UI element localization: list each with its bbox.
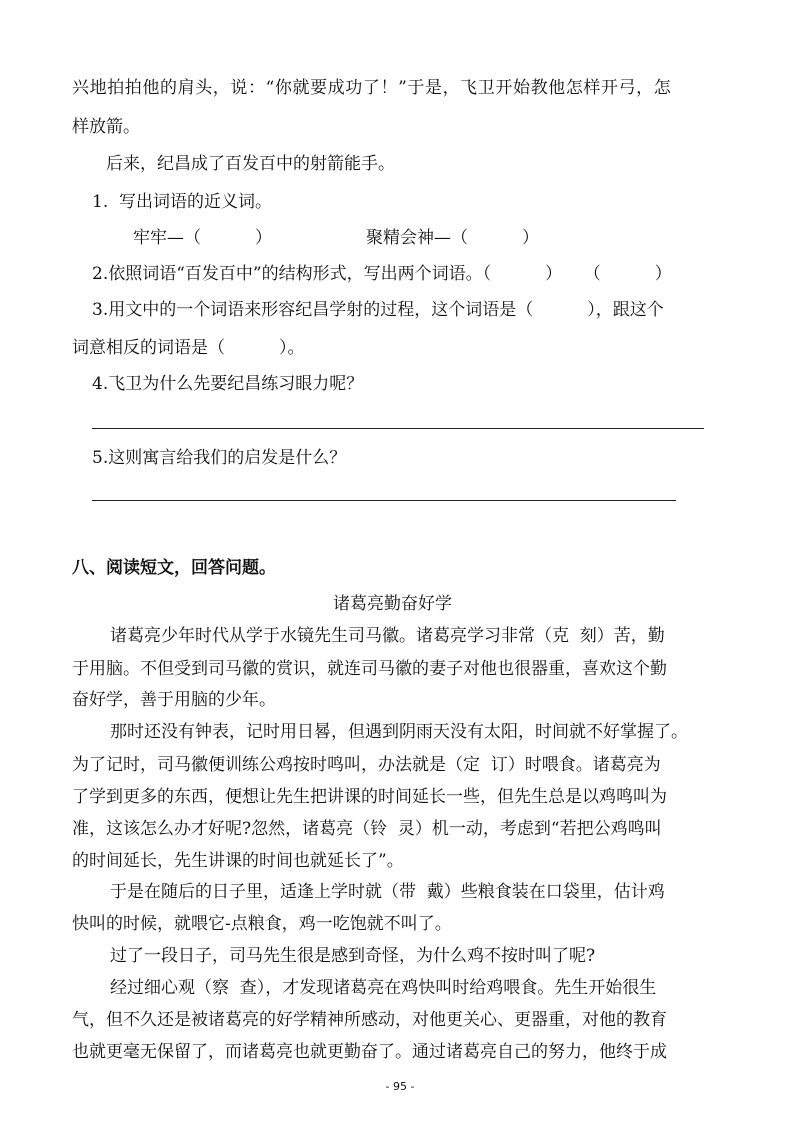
answer-line-5 <box>92 500 676 501</box>
passage-title: 诸葛亮勤奋好学 <box>333 594 452 614</box>
paragraph-3-line-1: 于是在随后的日子里，适逢上学时就（带 戴）些粮食装在口袋里，估计鸡 <box>110 882 665 902</box>
answer-line-4 <box>92 428 704 429</box>
paragraph-5-line-2: 气，但不久还是被诸葛亮的好学精神所感动，对他更关心、更器重，对他的教育 <box>72 1010 667 1030</box>
story-end-line-1: 兴地拍拍他的肩头，说：“你就要成功了！”于是，飞卫开始教他怎样开弓，怎 <box>72 78 672 98</box>
paragraph-2-line-5: 的时间延长，先生讲课的时间也就延长了”。 <box>72 851 404 871</box>
paragraph-1-line-1: 诸葛亮少年时代从学于水镜先生司马徽。诸葛亮学习非常（克 刻）苦，勤 <box>110 626 665 646</box>
paragraph-2-line-1: 那时还没有钟表，记时用日晷，但遇到阴雨天没有太阳，时间就不好掌握了。 <box>110 722 688 742</box>
question-3-line-2: 词意相反的词语是（ ）。 <box>72 338 305 358</box>
paragraph-1-line-3: 奋好学，善于用脑的少年。 <box>72 690 276 710</box>
page-number: - 95 - <box>385 1080 415 1093</box>
paragraph-5-line-3: 也就更毫无保留了，而诸葛亮也就更勤奋了。通过诸葛亮自己的努力，他终于成 <box>72 1042 667 1062</box>
question-5: 5.这则寓言给我们的启发是什么？ <box>92 448 347 468</box>
paragraph-2-line-2: 为了记时，司马徽便训练公鸡按时鸣叫，办法就是（定 订）时喂食。诸葛亮为 <box>72 755 661 775</box>
paragraph-1-line-2: 于用脑。不但受到司马徽的赏识，就连司马徽的妻子对他也很器重，喜欢这个勤 <box>72 659 667 679</box>
question-3-line-1: 3.用文中的一个词语来形容纪昌学射的过程，这个词语是（ ），跟这个 <box>92 300 664 320</box>
story-end-line-2: 样放箭。 <box>72 117 140 137</box>
paragraph-3-line-2: 快叫的时候，就喂它-点粮食，鸡一吃饱就不叫了。 <box>72 914 452 934</box>
section-heading: 八、阅读短文，回答问题。 <box>72 558 276 578</box>
question-1-item-a: 牢牢—（ ） <box>133 228 273 248</box>
question-4: 4.飞卫为什么先要纪昌练习眼力呢？ <box>92 374 364 394</box>
paragraph-5-line-1: 经过细心观（察 查），才发现诸葛亮在鸡快叫时给鸡喂食。先生开始很生 <box>110 978 657 998</box>
question-1: 1. 写出词语的近义词。 <box>92 192 273 212</box>
paragraph-2-line-3: 了学到更多的东西，便想让先生把讲课的时间延长一些，但先生总是以鸡鸣叫为 <box>72 787 667 807</box>
story-end-line-3: 后来，纪昌成了百发百中的射箭能手。 <box>106 154 395 174</box>
question-2: 2.依照词语“百发百中”的结构形式，写出两个词语。（ ） （ ） <box>92 264 672 284</box>
paragraph-2-line-4: 准，这该怎么办才好呢?忽然，诸葛亮（铃 灵）机一动，考虑到“若把公鸡鸣叫 <box>72 819 662 839</box>
question-1-item-b: 聚精会神—（ ） <box>366 228 540 248</box>
paragraph-4-line-1: 过了一段日子，司马先生很是感到奇怪，为什么鸡不按时叫了呢? <box>110 946 596 966</box>
